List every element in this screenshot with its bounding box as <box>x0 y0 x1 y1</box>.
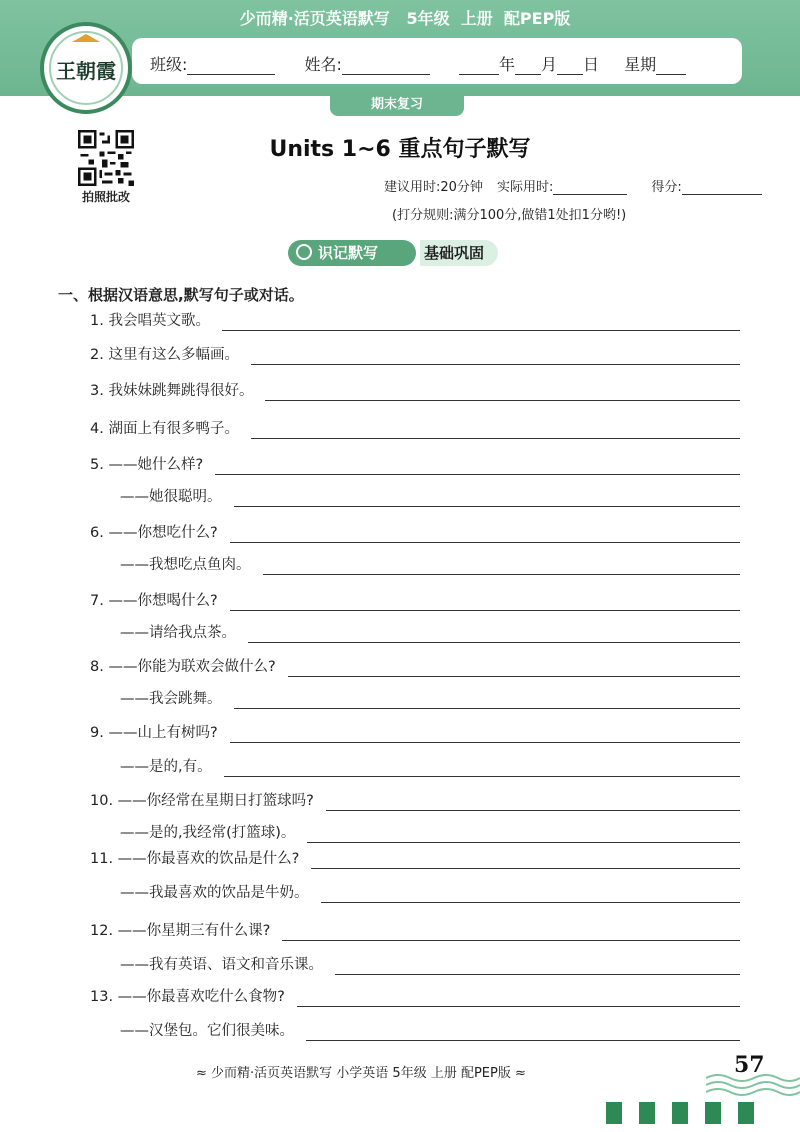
qr-caption: 拍照批改 <box>81 190 130 204</box>
actual-time-blank[interactable] <box>553 178 627 195</box>
answer-line[interactable] <box>306 1040 740 1041</box>
exercise-prompt: ——我想吃点鱼肉。 <box>120 557 251 573</box>
qr-code-icon[interactable] <box>78 130 134 186</box>
month-blank[interactable] <box>515 58 541 75</box>
exercise-item-reply <box>120 554 740 576</box>
answer-line[interactable] <box>288 676 740 677</box>
exercise-prompt: 5. ——她什么样? <box>90 457 204 473</box>
exercise-item-reply <box>120 882 740 904</box>
exercise-item <box>90 920 740 942</box>
exercise-prompt: ——我会跳舞。 <box>120 691 222 707</box>
exercise-prompt: 12. ——你星期三有什么课? <box>90 923 271 939</box>
student-info-panel <box>132 38 742 84</box>
page-number: 57 <box>734 1052 765 1078</box>
exercise-prompt: 1. 我会唱英文歌。 <box>90 313 210 329</box>
class-field: 班级: <box>150 52 275 75</box>
exercise-item <box>90 722 740 744</box>
exercise-item <box>90 848 740 870</box>
exercise-prompt: 10. ——你经常在星期日打篮球吗? <box>90 793 314 809</box>
exercise-prompt: 4. 湖面上有很多鸭子。 <box>90 421 239 437</box>
answer-line[interactable] <box>282 940 740 941</box>
answer-line[interactable] <box>230 542 740 543</box>
answer-line[interactable] <box>251 364 740 365</box>
wave-decoration <box>706 1072 800 1098</box>
answer-line[interactable] <box>335 974 740 975</box>
exercise-item <box>90 522 740 544</box>
exercise-prompt: 2. 这里有这么多幅画。 <box>90 347 239 363</box>
exercise-item <box>90 310 740 332</box>
instruction: 一、根据汉语意思,默写句子或对话。 <box>58 286 304 304</box>
series-title: 少而精·活页英语默写 5年级 上册 配PEP版 <box>239 9 571 28</box>
svg-text:王朝霞: 王朝霞 <box>56 59 116 83</box>
footer-text: ≈ 少而精·活页英语默写 小学英语 5年级 上册 配PEP版 ≈ <box>196 1066 526 1081</box>
exercise-prompt: ——我有英语、语文和音乐课。 <box>120 957 323 973</box>
time-score-line <box>384 176 762 195</box>
year-blank[interactable] <box>459 58 499 75</box>
exercise-prompt: ——她很聪明。 <box>120 489 222 505</box>
block-1 <box>606 1102 622 1124</box>
exercise-item-reply <box>120 756 740 778</box>
answer-line[interactable] <box>297 1006 740 1007</box>
block-5 <box>738 1102 754 1124</box>
answer-line[interactable] <box>224 776 740 777</box>
answer-line[interactable] <box>230 742 740 743</box>
name-field: 姓名: <box>305 52 430 75</box>
answer-line[interactable] <box>321 902 740 903</box>
answer-line[interactable] <box>265 400 740 401</box>
exercise-prompt: ——我最喜欢的饮品是牛奶。 <box>120 885 309 901</box>
exercise-prompt: ——是的,我经常(打篮球)。 <box>120 825 296 841</box>
date-field: 年 月 日 <box>459 52 599 75</box>
exercise-prompt: 9. ——山上有树吗? <box>90 725 218 741</box>
exercise-prompt: 13. ——你最喜欢吃什么食物? <box>90 989 285 1005</box>
block-3 <box>672 1102 688 1124</box>
exercise-item <box>90 790 740 812</box>
exercise-item-reply <box>120 622 740 644</box>
answer-line[interactable] <box>222 330 740 331</box>
exercise-item <box>90 418 740 440</box>
block-4 <box>705 1102 721 1124</box>
exercise-item <box>90 656 740 678</box>
publisher-logo <box>38 20 134 116</box>
page-title: Units 1~6 重点句子默写 <box>269 137 531 162</box>
suggested-time: 建议用时:20分钟 <box>384 180 483 195</box>
answer-line[interactable] <box>251 438 740 439</box>
exercise-prompt: ——是的,有。 <box>120 759 212 775</box>
exercise-item <box>90 454 740 476</box>
exercise-item-reply <box>120 822 740 844</box>
exercise-item <box>90 590 740 612</box>
section-badge: 识记默写 <box>288 240 416 266</box>
exercise-prompt: 7. ——你想喝什么? <box>90 593 218 609</box>
review-tab: 期末复习 <box>330 96 464 116</box>
answer-line[interactable] <box>248 642 740 643</box>
exercise-item-reply <box>120 486 740 508</box>
score-label: 得分: <box>651 180 682 195</box>
score-blank[interactable] <box>682 178 762 195</box>
class-blank[interactable] <box>187 58 275 75</box>
exercise-prompt: ——汉堡包。它们很美味。 <box>120 1023 294 1039</box>
answer-line[interactable] <box>263 574 740 575</box>
answer-line[interactable] <box>307 842 740 843</box>
exercise-item-reply <box>120 954 740 976</box>
answer-line[interactable] <box>230 610 740 611</box>
exercise-item-reply <box>120 1020 740 1042</box>
weekday-blank[interactable] <box>656 58 686 75</box>
weekday-field: 星期 <box>624 52 686 75</box>
medal-icon <box>296 244 312 260</box>
exercise-prompt: 11. ——你最喜欢的饮品是什么? <box>90 851 300 867</box>
section-subtitle: 基础巩固 <box>420 240 498 266</box>
exercise-prompt: 6. ——你想吃什么? <box>90 525 218 541</box>
answer-line[interactable] <box>326 810 740 811</box>
exercise-item <box>90 380 740 402</box>
scoring-rule: (打分规则:满分100分,做错1处扣1分哟!) <box>392 208 627 223</box>
exercise-item-reply <box>120 688 740 710</box>
exercise-prompt: ——请给我点茶。 <box>120 625 236 641</box>
answer-line[interactable] <box>311 868 740 869</box>
actual-time-label: 实际用时: <box>496 180 554 195</box>
answer-line[interactable] <box>215 474 740 475</box>
exercise-prompt: 8. ——你能为联欢会做什么? <box>90 659 276 675</box>
exercise-prompt: 3. 我妹妹跳舞跳得很好。 <box>90 383 254 399</box>
exercise-item <box>90 986 740 1008</box>
answer-line[interactable] <box>234 708 740 709</box>
name-blank[interactable] <box>342 58 430 75</box>
exercise-item <box>90 344 740 366</box>
block-2 <box>639 1102 655 1124</box>
answer-line[interactable] <box>234 506 740 507</box>
day-blank[interactable] <box>557 58 583 75</box>
